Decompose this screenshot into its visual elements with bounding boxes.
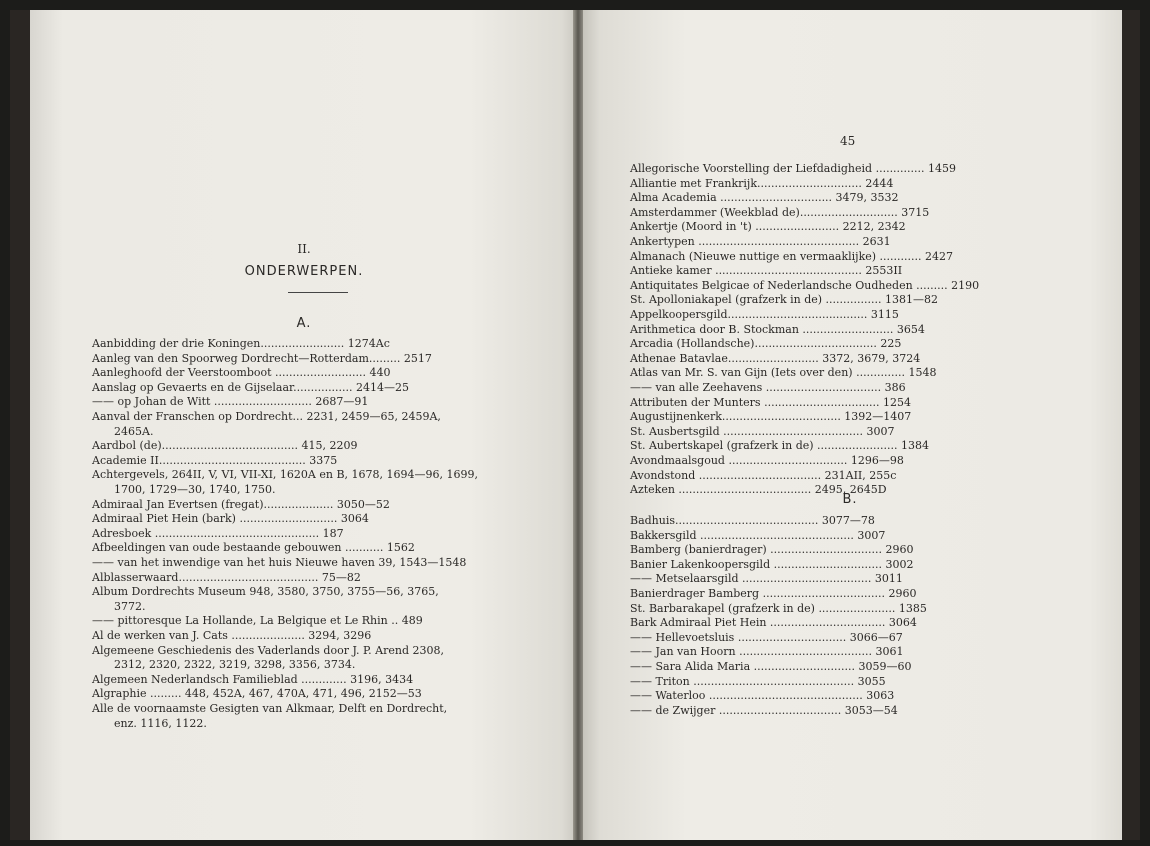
index-entry: —— van alle Zeehavens ................................. 386 <box>630 381 906 394</box>
index-entry: Afbeeldingen van oude bestaande gebouwen ........... 1562 <box>92 541 415 555</box>
index-entry: Avondstond ................................... 231AII, 255c <box>630 468 897 482</box>
index-entry: 1700, 1729—30, 1740, 1750. <box>114 483 276 496</box>
section-heading-b: B. <box>842 492 858 507</box>
index-entry: —— Waterloo ............................................ 3063 <box>630 689 895 703</box>
index-entry: St. Aubertskapel (grafzerk in de) ....................... 1384 <box>630 439 929 453</box>
index-entry: Aanleghoofd der Veerstoomboot .......................... 440 <box>92 366 391 380</box>
index-entry: Admiraal Piet Hein (bark) ............................ 3064 <box>92 512 369 526</box>
index-entry: Badhuis......................................... 3077—78 <box>630 514 875 527</box>
index-entry: Aanbidding der drie Koningen........................ 1274Ac <box>92 337 390 350</box>
index-entry: Adresboek ............................................... 187 <box>92 526 344 540</box>
chapter-title: ONDERWERPEN. <box>244 264 364 279</box>
index-entry: —— van het inwendige van het huis Nieuwe haven 39, 1543—1548 <box>92 556 467 569</box>
index-entry: Algemeene Geschiedenis des Vaderlands door J. P. Arend 2308, <box>92 643 444 657</box>
section-heading-a: A. <box>296 316 312 331</box>
index-entry: Attributen der Munters ................................. 1254 <box>630 395 911 409</box>
index-entry: Arithmetica door B. Stockman .......................... 3654 <box>630 322 925 336</box>
right-page <box>578 10 1122 840</box>
index-entry: —— Jan van Hoorn ...................................... 3061 <box>630 645 904 659</box>
index-entry: Algemeen Nederlandsch Familieblad ............. 3196, 3434 <box>92 672 414 686</box>
index-entry: Admiraal Jan Evertsen (fregat).................... 3050—52 <box>92 497 390 511</box>
index-entry: Almanach (Nieuwe nuttige en vermaaklijke) ............ 2427 <box>630 249 954 263</box>
index-entry: —— Metselaarsgild ..................................... 3011 <box>630 572 903 586</box>
index-entry: Academie II.......................................... 3375 <box>92 453 338 467</box>
index-entry: Banier Lakenkoopersgild ............................... 3002 <box>630 557 914 571</box>
index-entry: Azteken ...................................... 2495, 2645D <box>630 483 887 497</box>
index-entry: 3772. <box>114 599 146 613</box>
index-entry: Aardbol (de)....................................... 415, 2209 <box>92 439 358 453</box>
index-entry: Album Dordrechts Museum 948, 3580, 3750, 3755—56, 3765, <box>92 585 439 599</box>
index-entry: Allegorische Voorstelling der Liefdadigheid .............. 1459 <box>630 162 957 175</box>
index-entry: Algraphie ......... 448, 452A, 467, 470A, 471, 496, 2152—53 <box>92 687 422 701</box>
index-entry: Bamberg (banierdrager) ................................ 2960 <box>630 543 914 557</box>
index-entry: Bakkersgild ............................................ 3007 <box>630 528 886 542</box>
index-entry: Alliantie met Frankrijk.............................. 2444 <box>630 176 894 190</box>
index-entry: St. Apolloniakapel (grafzerk in de) ................ 1381—82 <box>630 293 938 307</box>
index-entry: Appelkoopersgild........................................ 3115 <box>630 308 899 321</box>
open-book <box>10 10 1140 840</box>
index-entry: —— Hellevoetsluis ............................... 3066—67 <box>630 630 903 644</box>
index-entry: Antiquitates Belgicae of Nederlandsche Oudheden ......... 2190 <box>630 278 980 292</box>
index-entry: Alma Academia ................................ 3479, 3532 <box>630 191 899 205</box>
index-entry: enz. 1116, 1122. <box>114 716 207 730</box>
index-entry: Avondmaalsgoud .................................. 1296—98 <box>630 454 904 467</box>
index-entry: Al de werken van J. Cats ..................... 3294, 3296 <box>92 629 372 642</box>
index-entry: Aanleg van den Spoorweg Dordrecht—Rotterdam......... 2517 <box>92 351 432 365</box>
page-number: 45 <box>840 134 856 148</box>
index-entry: —— op Johan de Witt ............................ 2687—91 <box>92 395 369 409</box>
index-entry: St. Barbarakapel (grafzerk in de) ...................... 1385 <box>630 601 927 615</box>
index-entry: Achtergevels, 264II, V, VI, VII-XI, 1620A en B, 1678, 1694—96, 1699, <box>92 468 478 482</box>
index-entry: Alle de voornaamste Gesigten van Alkmaar, Delft en Dordrecht, <box>92 702 448 715</box>
book-gutter <box>573 10 583 840</box>
divider-rule <box>288 292 348 293</box>
index-entry: Ankertypen .............................................. 2631 <box>630 235 891 248</box>
left-page <box>30 10 578 840</box>
index-entry: Atlas van Mr. S. van Gijn (Iets over den) .............. 1548 <box>630 366 937 380</box>
index-entry: —— pittoresque La Hollande, La Belgique et Le Rhin .. 489 <box>92 614 423 628</box>
index-entry: 2465A. <box>114 424 154 438</box>
index-entry: Antieke kamer .......................................... 2553II <box>630 264 903 278</box>
index-entry: Alblasserwaard........................................ 75—82 <box>92 570 361 584</box>
index-entry: Arcadia (Hollandsche)................................... 225 <box>630 337 902 351</box>
index-entry: Bark Admiraal Piet Hein ................................. 3064 <box>630 616 917 630</box>
index-entry: Amsterdammer (Weekblad de)............................ 3715 <box>630 205 930 219</box>
index-entry: Banierdrager Bamberg ................................... 2960 <box>630 587 917 600</box>
index-entry: Aanval der Franschen op Dordrecht... 2231, 2459—65, 2459A, <box>92 410 441 423</box>
index-entry: Ankertje (Moord in 't) ........................ 2212, 2342 <box>630 220 906 234</box>
index-entry: St. Ausbertsgild ........................................ 3007 <box>630 424 895 438</box>
index-entry: 2312, 2320, 2322, 3219, 3298, 3356, 3734. <box>114 658 356 672</box>
index-entry: Athenae Batavlae.......................... 3372, 3679, 3724 <box>630 351 921 365</box>
index-entry: —— de Zwijger ................................... 3053—54 <box>630 703 898 717</box>
index-entry: —— Sara Alida Maria ............................. 3059—60 <box>630 660 912 673</box>
index-entry: Augustijnenkerk.................................. 1392—1407 <box>630 410 912 424</box>
index-entry: —— Triton .............................................. 3055 <box>630 674 886 688</box>
chapter-number: II. <box>297 242 311 256</box>
index-entry: Aanslag op Gevaerts en de Gijselaar................. 2414—25 <box>92 380 410 394</box>
